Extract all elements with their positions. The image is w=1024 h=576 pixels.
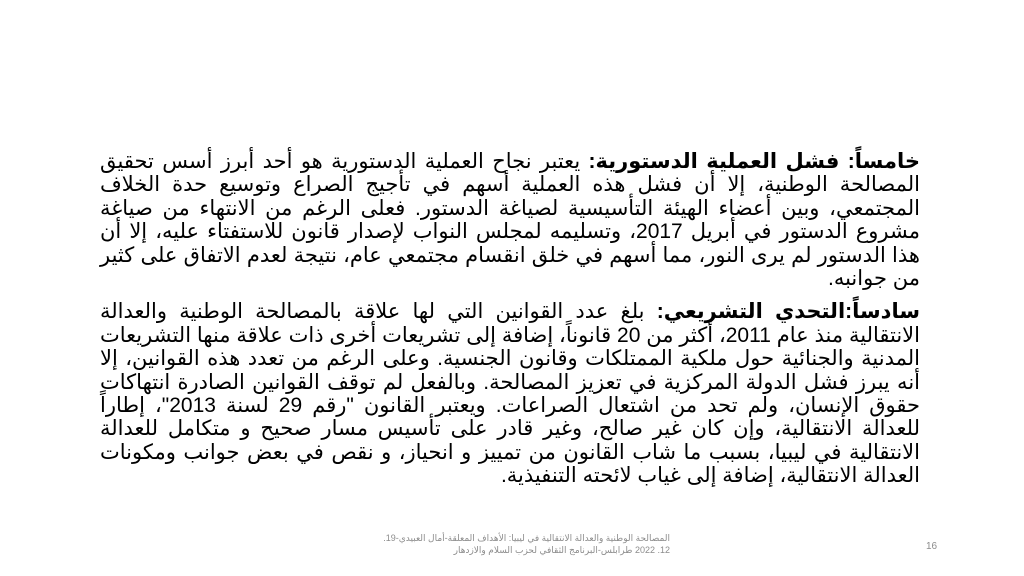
paragraph-heading: خامساً: فشل العملية الدستورية: bbox=[588, 150, 921, 173]
footer-line-1: المصالحة الوطنية والعدالة الانتقالية في ليبيا: الأهداف المعلقة-أمال العبيدي-19. bbox=[383, 533, 670, 543]
page-number: 16 bbox=[926, 541, 938, 552]
paragraph-constitutional-failure bbox=[100, 150, 920, 290]
paragraph-heading: سادساً:التحدي التشريعي: bbox=[656, 300, 920, 324]
slide-footer bbox=[340, 532, 670, 556]
paragraph-text: يعتبر نجاح العملية الدستورية هو أحد أبرز أسس تحقيق المصالحة الوطنية، إلا أن فشل هذه العملية أسهم في تأجيج الصراع وتوسيع حدة الخلاف المجتمعي، وبين أعضاء الهيئة التأسيسية لصياغة الدستور. فعلى الرغم من الانتهاء من صياغة مشروع الدستور في أبريل 2017، وتسليمه لمجلس النواب لإصدار قانون للاستفتاء عليه، إلا أن هذا الدستور لم يرى النور، مما أسهم في خلق انقسام مجتمعي عام، نتيجة لعدم الاتفاق على كثير من جوانبه. bbox=[100, 150, 920, 291]
paragraph-legislative-challenge bbox=[100, 300, 920, 487]
slide-body bbox=[100, 150, 920, 498]
paragraph-text: بلغ عدد القوانين التي لها علاقة بالمصالحة الوطنية والعدالة الانتقالية منذ عام 2011، أكثر من 20 قانوناً، إضافة إلى تشريعات أخرى ذات علاقة منها التشريعات المدنية والجنائية حول ملكية الممتلكات وقانون الجنسية. وعلى الرغم من تعدد هذه القوانين، إلا أنه يبرز فشل الدولة المركزية في تعزيز المصالحة. وبالفعل لم توقف القوانين الصادرة انتهاكات حقوق الإنسان، ولم تحد من اشتعال الصراعات. ويعتبر القانون "رقم 29 لسنة 2013"، إطاراً للعدالة الانتقالية، وإن كان غير صالح، وغير قادر على تأسيس مسار صحيح و متكامل للعدالة الانتقالية في ليبيا، بسبب ما شاب القانون من تمييز و انحياز، و نقص في بعض جوانب ومكونات العدالة الانتقالية، إضافة إلى غياب لائحته التنفيذية. bbox=[100, 300, 920, 488]
footer-line-2: 12. 2022 طرابلس-البرنامج الثقافي لحزب السلام والازدهار bbox=[453, 545, 670, 555]
